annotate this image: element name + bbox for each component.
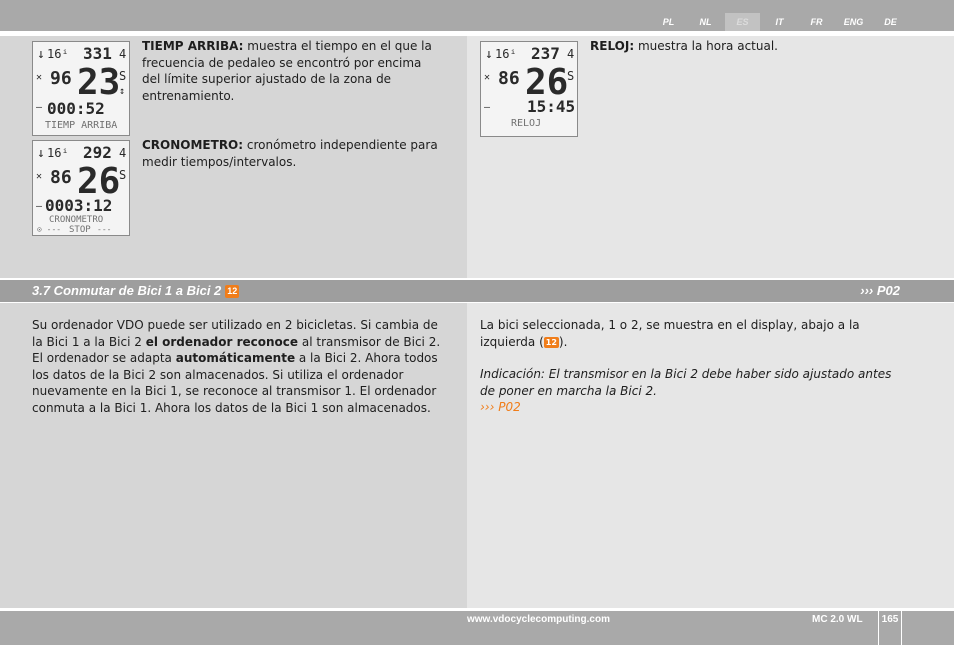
display2-caption2: STOP [69, 225, 91, 235]
display1-bottom-value: 000:52 [47, 99, 105, 118]
reloj-label: RELOJ: [590, 39, 635, 53]
body-right-text-1: La bici seleccionada, 1 o 2, se muestra en el display, abajo a la izquierda ( [480, 318, 860, 349]
cronometro-paragraph [142, 137, 442, 170]
svg-text:16ⁱ: 16ⁱ [47, 47, 69, 61]
lang-tab-it[interactable]: IT [775, 17, 784, 27]
svg-text:—: — [36, 201, 43, 212]
bike-selector-badge-icon: 12 [227, 286, 238, 297]
section-reference: ››› P02 [860, 283, 900, 298]
tiempo-arriba-paragraph [142, 38, 442, 104]
p02-reference-link[interactable]: ››› P02 [480, 400, 521, 414]
body-left-bold-1: el ordenador reconoce [145, 334, 299, 349]
svg-text:↓: ↓ [485, 47, 493, 62]
body-left-bold-2: automáticamente [175, 351, 296, 365]
bike-indicator-badge-icon: 12 [545, 337, 557, 347]
svg-text:✕: ✕ [36, 72, 43, 83]
display1-top-value: 331 [83, 44, 112, 63]
svg-text:—: — [36, 102, 43, 113]
svg-text:✕: ✕ [484, 72, 491, 83]
svg-text:4: 4 [567, 47, 575, 61]
lang-tab-eng[interactable]: ENG [843, 17, 864, 27]
svg-text:↓: ↓ [37, 47, 45, 62]
display2-middle-value: 26 [77, 161, 121, 202]
svg-text:4: 4 [119, 47, 127, 61]
display2-top-value: 292 [83, 143, 112, 162]
svg-text:16ⁱ: 16ⁱ [495, 47, 517, 61]
lang-tab-fr[interactable]: FR [810, 17, 823, 27]
cronometro-text: cronómetro independiente para medir tiempos/intervalos. [142, 138, 438, 169]
tiempo-arriba-text: muestra el tiempo en el que la frecuencia de pedaleo se encontró por encima del límite superior ajustado de la zona de entrenamiento. [142, 39, 432, 103]
lang-tab-nl[interactable]: NL [699, 17, 712, 27]
display3-middle-left: 86 [498, 68, 520, 89]
svg-text:⊙ ---: ⊙ --- [37, 225, 62, 234]
svg-text:✕: ✕ [36, 171, 43, 182]
lang-tab-de[interactable]: DE [884, 17, 897, 27]
body-right-text-2: ). [558, 334, 568, 349]
note-paragraph [480, 366, 910, 416]
display2-caption: CRONOMETRO [49, 215, 104, 225]
svg-text:4: 4 [119, 146, 127, 160]
footer-url-link[interactable]: www.vdocyclecomputing.com [467, 614, 610, 625]
lang-tab-pl[interactable]: PL [662, 17, 675, 27]
display-reloj-image [480, 41, 578, 137]
footer-model: MC 2.0 WL [812, 614, 863, 625]
bike-display-paragraph [480, 317, 910, 350]
lang-tab-es[interactable]: ES [725, 13, 760, 31]
display1-middle-value: 23 [77, 62, 121, 103]
section-title [32, 283, 239, 298]
display3-middle-value: 26 [525, 62, 569, 103]
display1-caption: TIEMP ARRIBA [45, 120, 118, 131]
svg-text:↕: ↕ [119, 86, 126, 97]
body-left-text-4: a la Bici 2. Ahora todos los datos de la Bici 2 son almacenados. Si utiliza el ordenador nuevamente en la Bici 1, se reconoce al transmisor 1. El ordenador conmuta a la Bici 1. Ahora los datos de la Bici 1 son almacenados. [32, 351, 438, 415]
display3-top-value: 237 [531, 44, 560, 63]
section-title-text: 3.7 Conmutar de Bici 1 a Bici 2 [32, 283, 222, 298]
display2-bottom-value: 0003:12 [45, 196, 113, 215]
tiempo-arriba-label: TIEMP ARRIBA: [142, 39, 244, 53]
display3-caption: RELOJ [511, 118, 542, 129]
svg-text:16ⁱ: 16ⁱ [47, 146, 69, 160]
display2-middle-unit: S [119, 168, 127, 182]
svg-text:↓: ↓ [37, 146, 45, 161]
reloj-paragraph [590, 38, 920, 55]
display-cronometro-image [32, 140, 130, 236]
reloj-text: muestra la hora actual. [634, 39, 778, 53]
display3-middle-unit: S [567, 69, 575, 83]
svg-text:—: — [484, 102, 491, 113]
display2-middle-left: 86 [50, 167, 72, 188]
page-number: 165 [878, 611, 902, 645]
display3-bottom-value: 15:45 [527, 97, 576, 116]
body-left-text-3: El ordenador se adapta [32, 351, 176, 365]
display1-middle-unit: S [119, 69, 127, 83]
cronometro-label: CRONOMETRO: [142, 138, 244, 152]
display1-middle-left: 96 [50, 68, 72, 89]
svg-text:---: --- [97, 225, 112, 234]
display-tiempo-arriba-image [32, 41, 130, 136]
body-left-text-2: al transmisor de Bici 2. [298, 334, 441, 349]
bike-switch-paragraph [32, 317, 452, 416]
note-text: Indicación: El transmisor en la Bici 2 debe haber sido ajustado antes de poner en marcha la Bici 2. [480, 367, 892, 398]
body-left-text-1: Su ordenador VDO puede ser utilizado en 2 bicicletas. Si cambia de la Bici 1 a la Bici 2 [32, 318, 438, 349]
